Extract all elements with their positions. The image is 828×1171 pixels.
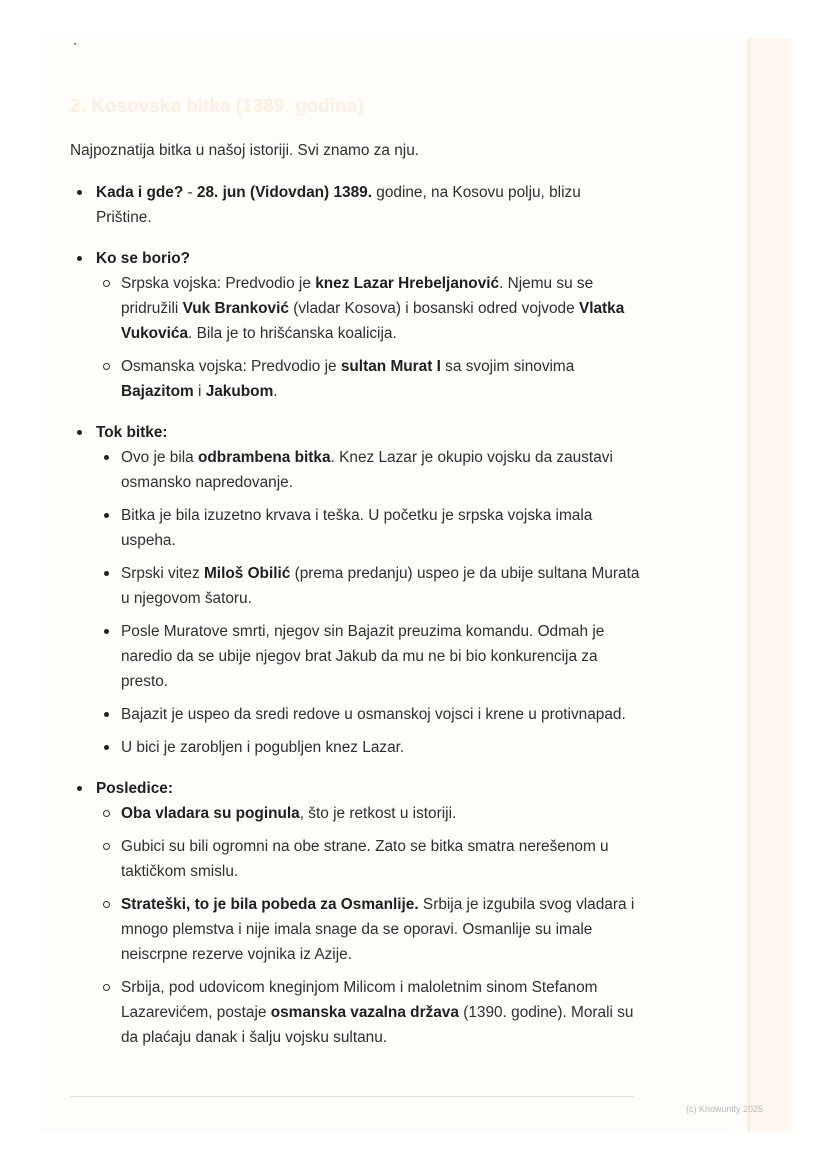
document-body xyxy=(70,138,640,1058)
list-item: Ovo je bila odbrambena bitka. Knez Lazar je okupio vojsku da zaustavi osmansko napredovanje. xyxy=(96,445,640,495)
list-item-ottoman-army: Osmanska vojska: Predvodio je sultan Murat I sa svojim sinovima Bajazitom i Jakubom. xyxy=(96,354,640,404)
list-item: Strateški, to je bila pobeda za Osmanlije. Srbija je izgubila svog vladara i mnogo plemstva i nije imala snage da se oporavi. Osmanlije su imale neiscrpne rezerve vojnika iz Azije. xyxy=(96,892,640,967)
list-item-serbian-army: Srpska vojska: Predvodio je knez Lazar Hrebeljanović. Njemu su se pridružili Vuk Branković (vladar Kosova) i bosanski odred vojvode Vlatka Vukovića. Bila je to hrišćanska koalicija. xyxy=(96,271,640,346)
list-item: Gubici su bili ogromni na obe strane. Zato se bitka smatra nerešenom u taktičkom smislu. xyxy=(96,834,640,884)
list-item: Srbija, pod udovicom kneginjom Milicom i maloletnim sinom Stefanom Lazarevićem, postaje osmanska vazalna država (1390. godine). Morali su da plaćaju danak i šalju vojsku sultanu. xyxy=(96,975,640,1050)
list-item-who: Ko se borio? Srpska vojska: Predvodio je knez Lazar Hrebeljanović. Njemu su se pridružili Vuk Branković (vladar Kosova) i bosanski odred vojvode Vlatka Vukovića. Bila je to hrišćanska koalicija. Osmanska vojska: Predvodio je sultan Murat I sa svojim sinovima Bajazitom i Jakubom. xyxy=(70,246,640,404)
page-side-strip xyxy=(748,38,792,1132)
main-list xyxy=(70,180,640,1050)
who-sublist xyxy=(96,271,640,404)
list-item: Posle Muratove smrti, njegov sin Bajazit preuzima komandu. Odmah je naredio da se ubije njegov brat Jakub da mu ne bi bio konkurencija za presto. xyxy=(96,619,640,694)
list-item-course: Tok bitke: Ovo je bila odbrambena bitka. Knez Lazar je okupio vojsku da zaustavi osmansko napredovanje. Bitka je bila izuzetno krvava i teška. U početku je srpska vojska imala uspeha. Srpski vitez Miloš Obilić (prema predanju) uspeo je da ubije sultana Murata u njegovom šatoru. Posle Muratove smrti, njegov sin Bajazit preuzima komandu. Odmah je naredio da se ubije njegov brat Jakub da mu ne bi bio konkurencija za presto. Bajazit je uspeo da sredi redove u osmanskoj vojsci i krene u protivnapad. U bici je zarobljen i pogubljen knez Lazar. xyxy=(70,420,640,760)
list-item: U bici je zarobljen i pogubljen knez Lazar. xyxy=(96,735,640,760)
list-item-consequences: Posledice: Oba vladara su poginula, što je retkost u istoriji. Gubici su bili ogromni na obe strane. Zato se bitka smatra nerešenom u taktičkom smislu. Strateški, to je bila pobeda za Osmanlije. Srbija je izgubila svog vladara i mnogo plemstva i nije imala snage da se oporavi. Osmanlije su imale neiscrpne rezerve vojnika iz Azije. Srbija, pod udovicom kneginjom Milicom i maloletnim sinom Stefanom Lazarevićem, postaje osmanska vazalna država (1390. godine). Morali su da plaćaju danak i šalju vojsku sultanu. xyxy=(70,776,640,1050)
intro-paragraph: Najpoznatija bitka u našoj istoriji. Svi znamo za nju. xyxy=(70,142,420,159)
footer-divider xyxy=(70,1096,634,1097)
list-item-when: Kada i gde? - 28. jun (Vidovdan) 1389. godine, na Kosovu polju, blizu Prištine. xyxy=(70,180,640,230)
course-sublist xyxy=(96,445,640,760)
list-item: Srpski vitez Miloš Obilić (prema predanju) uspeo je da ubije sultana Murata u njegovom šatoru. xyxy=(96,561,640,611)
list-item: Oba vladara su poginula, što je retkost u istoriji. xyxy=(96,801,640,826)
consequences-sublist xyxy=(96,801,640,1050)
stray-character: ` xyxy=(73,40,78,56)
list-item: Bitka je bila izuzetno krvava i teška. U početku je srpska vojska imala uspeha. xyxy=(96,503,640,553)
list-item: Bajazit je uspeo da sredi redove u osmanskoj vojsci i krene u protivnapad. xyxy=(96,702,640,727)
copyright-footer: (c) Knowunity 2025 xyxy=(686,1104,764,1114)
section-heading: 2. Kosovska bitka (1389. godina) xyxy=(70,96,364,117)
